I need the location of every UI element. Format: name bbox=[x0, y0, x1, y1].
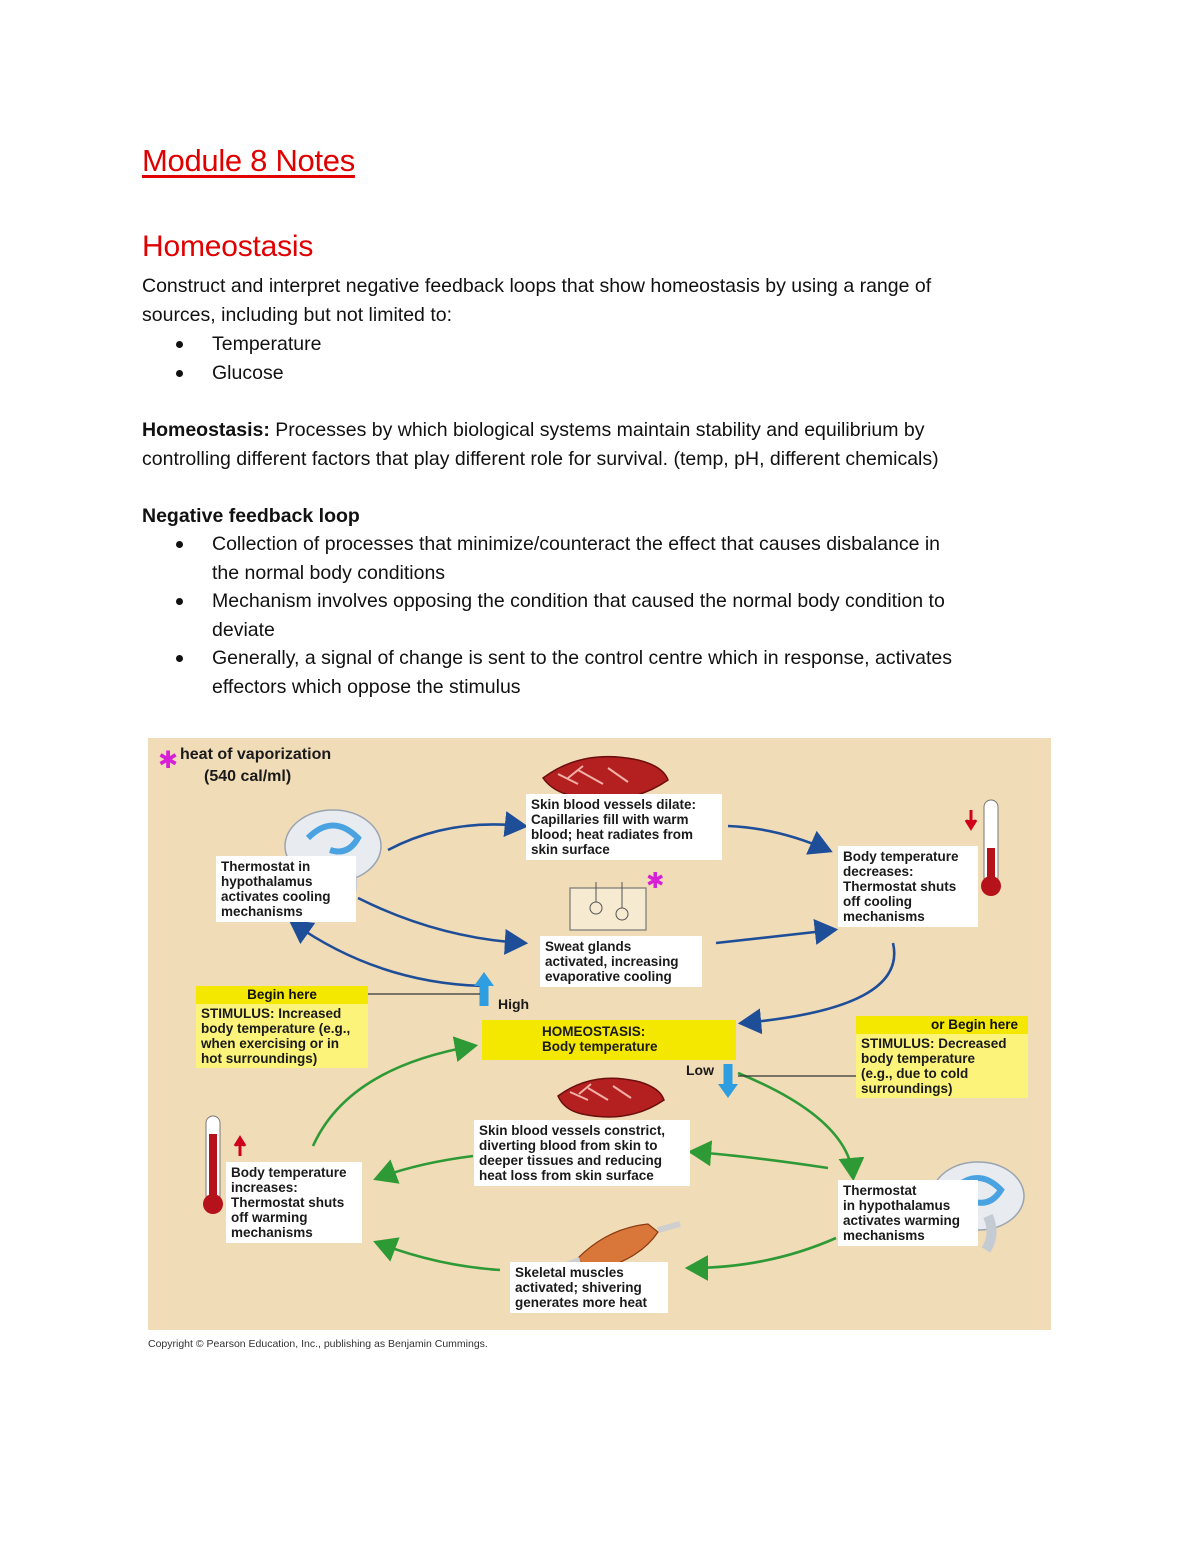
bullet-icon bbox=[176, 370, 183, 377]
skeletal-muscles-box: Skeletal muscles activated; shivering generates more heat bbox=[510, 1262, 668, 1313]
bullet-icon bbox=[176, 655, 183, 662]
intro-paragraph bbox=[142, 272, 1072, 329]
low-arrow-icon bbox=[718, 1084, 738, 1098]
list-item-text: effectors which oppose the stimulus bbox=[212, 675, 521, 698]
intro-bullet-list bbox=[142, 330, 1072, 387]
thermoregulation-diagram bbox=[148, 738, 1051, 1330]
list-item-text: Glucose bbox=[212, 361, 284, 384]
bullet-icon bbox=[176, 341, 183, 348]
page-title: Module 8 Notes bbox=[142, 143, 355, 178]
star-icon: ✱ bbox=[158, 746, 179, 774]
homeostasis-box: HOMEOSTASIS: Body temperature bbox=[482, 1020, 736, 1060]
list-item bbox=[142, 359, 1072, 388]
thermostat-cooling-box: Thermostat in hypothalamus activates cooling mechanisms bbox=[216, 856, 356, 922]
definition-text-2: controlling different factors that play different role for survival. (temp, pH, different chemicals) bbox=[142, 447, 939, 470]
list-item bbox=[142, 587, 1072, 644]
list-item bbox=[142, 644, 1072, 701]
constricted-blood-vessel-icon bbox=[558, 1078, 664, 1117]
definition-text-1: Processes by which biological systems maintain stability and equilibrium by bbox=[269, 419, 925, 441]
list-item bbox=[142, 530, 1072, 587]
list-item-text: Temperature bbox=[212, 333, 322, 355]
high-arrow-icon bbox=[474, 972, 494, 986]
section-heading: Homeostasis bbox=[142, 230, 314, 263]
figure-copyright: Copyright © Pearson Education, Inc., publishing as Benjamin Cummings. bbox=[148, 1338, 488, 1350]
list-item-text: Generally, a signal of change is sent to the control centre which in response, activates bbox=[212, 647, 952, 669]
definition-paragraph bbox=[142, 416, 1072, 473]
definition-term: Homeostasis: bbox=[142, 419, 270, 441]
heat-of-vaporization-title: heat of vaporization bbox=[180, 746, 332, 763]
sweat-gland-icon bbox=[570, 882, 646, 930]
list-item bbox=[142, 330, 1072, 359]
bullet-icon bbox=[176, 541, 183, 548]
list-item-text: the normal body conditions bbox=[212, 561, 446, 584]
list-item-text: Collection of processes that minimize/counteract the effect that causes disbalance in bbox=[212, 533, 941, 555]
begin-here-left-label: Begin here bbox=[196, 986, 368, 1004]
star-icon: ✱ bbox=[646, 869, 665, 894]
bullet-icon bbox=[176, 598, 183, 605]
thermostat-warming-box: Thermostat in hypothalamus activates warming mechanisms bbox=[838, 1180, 978, 1246]
list-item-text: Mechanism involves opposing the condition that caused the normal body condition to bbox=[212, 590, 945, 612]
intro-line-2: sources, including but not limited to: bbox=[142, 303, 453, 326]
nfl-heading: Negative feedback loop bbox=[142, 505, 360, 527]
stimulus-increased-box: STIMULUS: Increased body temperature (e.g., when exercising or in hot surroundings) bbox=[196, 1004, 368, 1068]
high-label: High bbox=[498, 996, 530, 1012]
list-item-text: deviate bbox=[212, 618, 275, 641]
intro-line-1: Construct and interpret negative feedback loops that show homeostasis by using a range of bbox=[142, 275, 932, 297]
sweat-glands-box: Sweat glands activated, increasing evaporative cooling bbox=[540, 936, 702, 987]
skin-vessels-constrict-box: Skin blood vessels constrict, diverting blood from skin to deeper tissues and reducing heat loss from skin surface bbox=[474, 1120, 690, 1186]
begin-here-right-label: or Begin here bbox=[856, 1016, 1028, 1034]
skin-vessels-dilate-box: Skin blood vessels dilate: Capillaries fill with warm blood; heat radiates from skin surface bbox=[526, 794, 722, 860]
nfl-bullet-list bbox=[142, 530, 1072, 701]
heat-of-vaporization-value: (540 cal/ml) bbox=[204, 768, 292, 785]
stimulus-decreased-box: STIMULUS: Decreased body temperature (e.g., due to cold surroundings) bbox=[856, 1034, 1028, 1098]
body-temp-increases-box: Body temperature increases: Thermostat shuts off warming mechanisms bbox=[226, 1162, 362, 1243]
low-label: Low bbox=[686, 1062, 714, 1078]
body-temp-decreases-box: Body temperature decreases: Thermostat shuts off cooling mechanisms bbox=[838, 846, 978, 927]
